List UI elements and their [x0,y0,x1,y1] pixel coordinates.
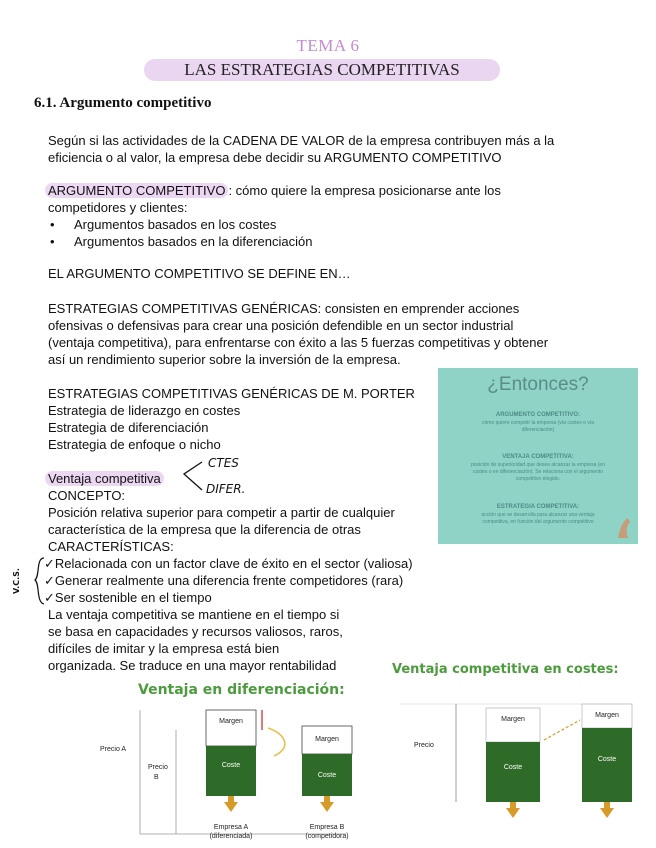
argumento-def-2: competidores y clientes: [48,200,188,215]
label-margen-costes-a: Margen [501,716,525,723]
concepto-line-1: Posición relativa superior para competir a partir de cualquier [48,505,395,520]
slide-text: posición de superioridad que desea alcanzar la empresa (en [471,462,605,468]
slide-heading-1: ARGUMENTO COMPETITIVO: [495,412,581,418]
caracteristicas-label: CARACTERÍSTICAS: [48,539,174,554]
label-empresa-b: Empresa B [309,824,345,831]
argumento-block [48,182,501,250]
slide-text: competitiva, en función del argumento competitivo [482,519,594,525]
label-coste-costes-b: Coste [597,756,617,763]
genericas-line-4: así un rendimiento superior sobre la inversión de la empresa. [48,352,401,367]
ventaja-para-line: se basa en capacidades y recursos valiosos, raros, [48,624,343,639]
concepto-label: CONCEPTO: [48,488,126,503]
section-heading: 6.1. Argumento competitivo [34,95,212,111]
porter-block [48,385,415,453]
down-arrow-icon [604,802,610,810]
slide-text: costes o en diferenciación). Se relaciona con el argumento [472,469,604,475]
genericas-line-1: ESTRATEGIAS COMPETITIVAS GENÉRICAS: consisten en emprender acciones [48,301,520,316]
bar-coste-costes-b [582,728,632,802]
handwritten-note-difer: DIFER. [206,482,246,496]
porter-item: Estrategia de liderazgo en costes [48,403,241,418]
concepto-line-2: característica de la empresa que la diferencia de otras [48,522,361,537]
hand-pointer-icon [614,514,634,540]
argumento-def-1: : cómo quiere la empresa posicionarse ante los [228,183,501,198]
slide-text: competitivo elegido. [515,476,561,482]
slide-text: acción que se desarrolla para alcanzar una ventaja [481,512,595,518]
label-precio-costes: Precio [414,742,434,749]
porter-heading: ESTRATEGIAS COMPETITIVAS GENÉRICAS DE M. PORTER [48,386,415,401]
bar-margen-costes-a [486,708,540,742]
check-item: ✓Ser sostenible en el tiempo [44,590,212,605]
slide-image [438,368,638,544]
bar-coste-a [206,746,256,796]
down-arrow-icon [228,796,234,804]
list-item: • Argumentos basados en la diferenciación [48,233,501,250]
bar-coste-costes-a [486,742,540,802]
label-margen-a: Margen [219,718,243,725]
check-item: ✓Generar realmente una diferencia frente competidores (rara) [44,573,404,588]
ventaja-term-line [48,470,164,487]
ventaja-paragraph [48,606,343,674]
dashed-arrow [544,720,580,740]
down-arrow-icon [510,802,516,810]
label-precio-b: Precio [148,764,168,771]
ventaja-para-line: difíciles de imitar y la empresa está bien [48,641,280,656]
ventaja-para-line: La ventaja competitiva se mantiene en el tiempo si [48,607,340,622]
ventaja-para-line: organizada. Se traduce en una mayor rentabilidad [48,658,337,673]
handwritten-vcs: V.C.S. [12,568,21,594]
argumento-term: ARGUMENTO COMPETITIVO [45,183,228,198]
label-margen-costes-b: Margen [595,712,619,719]
genericas-line-2: ofensivas o defensivas para crear una posición defendible en un sector industrial [48,318,514,333]
page-title: LAS ESTRATEGIAS COMPETITIVAS [144,59,500,81]
diagram-diff-title: Ventaja en diferenciación: [138,682,345,698]
genericas-paragraph [48,300,548,368]
bar-margen-a [206,710,256,746]
checks-list [44,555,413,606]
label-precio-b-letter: B [154,774,159,781]
down-arrow-icon [324,796,330,804]
label-empresa-a: Empresa A [213,824,249,831]
label-empresa-a-sub: (diferenciada) [209,833,253,840]
handwritten-note-costes: CTES [208,456,239,470]
slide-title: ¿Entonces? [487,374,589,395]
topic-title: TEMA 6 [296,36,360,55]
slide-heading-3: ESTRATEGIA COMPETITIVA: [496,504,580,510]
label-coste-costes-a: Coste [503,764,523,771]
list-item: • Argumentos basados en los costes [48,216,501,233]
intro-line-2: eficiencia o al valor, la empresa debe decidir su ARGUMENTO COMPETITIVO [48,150,502,165]
porter-item: Estrategia de enfoque o nicho [48,437,221,452]
slide-heading-2: VENTAJA COMPETITIVA: [502,454,574,460]
label-empresa-b-sub: (competidora) [305,833,349,840]
defines-line: EL ARGUMENTO COMPETITIVO SE DEFINE EN… [48,266,351,281]
slide-text: diferenciación) [521,427,555,433]
label-precio-a: Precio A [100,746,127,753]
genericas-line-3: (ventaja competitiva), para enfrentarse con éxito a las 5 fuerzas competitivas y obtener [48,335,549,350]
label-coste-a: Coste [221,762,241,769]
intro-paragraph [48,132,554,166]
concepto-block [48,487,395,555]
intro-line-1: Según si las actividades de la CADENA DE VALOR de la empresa contribuyen más a la [48,133,555,148]
label-coste-b: Coste [317,772,337,779]
check-item: ✓Relacionada con un factor clave de éxito en el sector (valiosa) [44,556,413,571]
diagram-costes-title: Ventaja competitiva en costes: [392,662,619,677]
slide-text: cómo quiere competir la empresa (vía costes o vía [482,420,594,426]
ventaja-term: Ventaja competitiva [45,471,164,486]
arrow-icon [268,728,285,756]
label-margen-b: Margen [315,736,339,743]
porter-item: Estrategia de diferenciación [48,420,209,435]
